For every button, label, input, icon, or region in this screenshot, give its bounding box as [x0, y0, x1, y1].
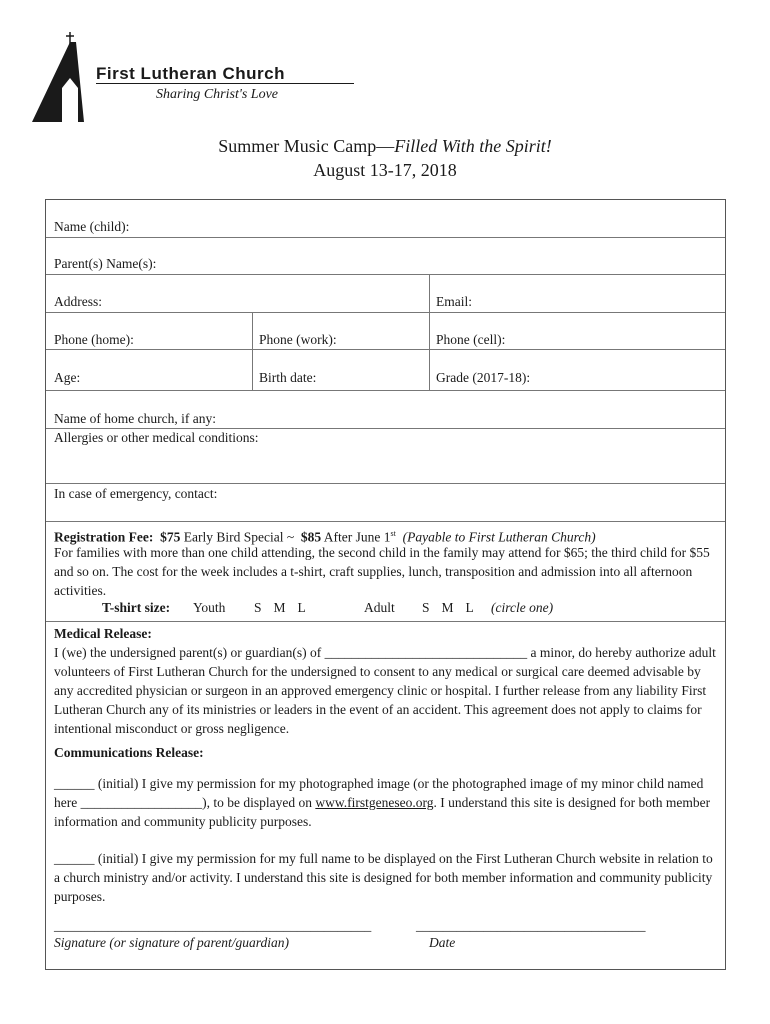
parents-names-field[interactable]: Parent(s) Name(s): — [54, 256, 157, 271]
divider — [46, 274, 725, 275]
website-link[interactable]: www.firstgeneseo.org — [315, 795, 434, 810]
emergency-contact-field[interactable]: In case of emergency, contact: — [54, 486, 218, 501]
photo-permission-text — [54, 774, 722, 831]
camp-dates: August 13-17, 2018 — [313, 160, 457, 180]
registration-details: For families with more than one child attending, the second child in the family may attend for $65; the third child for $55 and so on. The cost for the week includes a t-shirt, craft supplies, lunch, transposition and admission into all afternoon activities. — [54, 545, 710, 598]
size-m[interactable]: M — [441, 600, 454, 615]
size-l[interactable]: L — [297, 600, 306, 615]
signature-label: Signature (or signature of parent/guardian) — [54, 935, 289, 950]
size-m[interactable]: M — [273, 600, 286, 615]
divider — [46, 521, 725, 522]
divider — [46, 390, 725, 391]
letterhead — [32, 30, 392, 126]
size-l[interactable]: L — [465, 600, 474, 615]
address-field[interactable]: Address: — [54, 294, 102, 309]
early-price: $75 — [160, 529, 181, 545]
medical-release-heading: Medical Release: — [54, 626, 152, 641]
document-title — [0, 136, 770, 157]
size-s[interactable]: S — [254, 600, 262, 615]
early-bird-text: Early Bird Special ~ — [183, 529, 295, 545]
divider — [46, 428, 725, 429]
phone-home-field[interactable]: Phone (home): — [54, 332, 134, 347]
late-price: $85 — [300, 529, 322, 545]
photo-permission-after: . I understand this site is designed for both member information and community publicity purposes. — [54, 795, 711, 829]
divider — [46, 349, 725, 350]
email-field[interactable]: Email: — [436, 294, 472, 309]
tagline: Sharing Christ's Love — [156, 87, 279, 102]
grade-field[interactable]: Grade (2017-18): — [436, 370, 531, 385]
title-main: Summer Music Camp— — [218, 136, 395, 156]
youth-label: Youth — [193, 600, 226, 615]
divider — [46, 312, 725, 313]
divider — [46, 237, 725, 238]
name-permission-text: ______ (initial) I give my permission for my full name to be displayed on the First Lutheran Church website in relation to a church ministry and/or activity. I understand this site is designed for both member information and community publicity purposes. — [54, 851, 713, 904]
divider — [252, 312, 253, 390]
size-s[interactable]: S — [422, 600, 430, 615]
church-steeple-logo — [32, 30, 96, 126]
photo-permission-before: ______ (initial) I give my permission for my photographed image (or the photographed image of my minor child named here __________________), to be displayed on — [54, 776, 704, 810]
title-subtitle: Filled With the Spirit! — [394, 136, 552, 156]
birth-date-field[interactable]: Birth date: — [259, 370, 317, 385]
registration-fee-label: Registration Fee: — [54, 529, 154, 545]
payable-note: (Payable to First Lutheran Church) — [402, 529, 596, 545]
medical-release-text: I (we) the undersigned parent(s) or guardian(s) of ______________________________ a minor, do hereby authorize adult volunteers of First Lutheran Church for the undersigned to consent to any medical or surgical care deemed advisable by any accredited physician or surgeon in an approved emergency clinic or hospital. I further release from any liability First Lutheran Church any of its ministries or leaders in the event of an accident. This agreement does not apply to claims for intentional misconduct or gross negligence. — [54, 645, 716, 736]
age-field[interactable]: Age: — [54, 370, 81, 385]
date-label: Date — [429, 935, 456, 950]
divider — [429, 274, 430, 390]
circle-one-note: (circle one) — [491, 600, 554, 615]
divider — [46, 483, 725, 484]
signature-line[interactable]: _______________________________________________ — [54, 918, 372, 933]
after-date-sup: st — [390, 529, 396, 538]
adult-label: Adult — [364, 600, 395, 615]
youth-size-options[interactable] — [254, 600, 318, 616]
divider — [96, 83, 354, 84]
phone-work-field[interactable]: Phone (work): — [259, 332, 337, 347]
phone-cell-field[interactable]: Phone (cell): — [436, 332, 506, 347]
allergies-field[interactable]: Allergies or other medical conditions: — [54, 430, 259, 445]
communications-release-heading: Communications Release: — [54, 745, 204, 760]
after-date-text: After June 1 — [323, 529, 391, 545]
name-child-field[interactable]: Name (child): — [54, 219, 130, 234]
tshirt-size-label: T-shirt size: — [102, 600, 171, 615]
registration-form — [45, 199, 726, 970]
adult-size-options[interactable] — [422, 600, 486, 616]
divider — [46, 621, 725, 622]
date-line[interactable]: __________________________________ — [416, 918, 646, 933]
church-name: First Lutheran Church — [96, 64, 286, 83]
home-church-field[interactable]: Name of home church, if any: — [54, 411, 216, 426]
